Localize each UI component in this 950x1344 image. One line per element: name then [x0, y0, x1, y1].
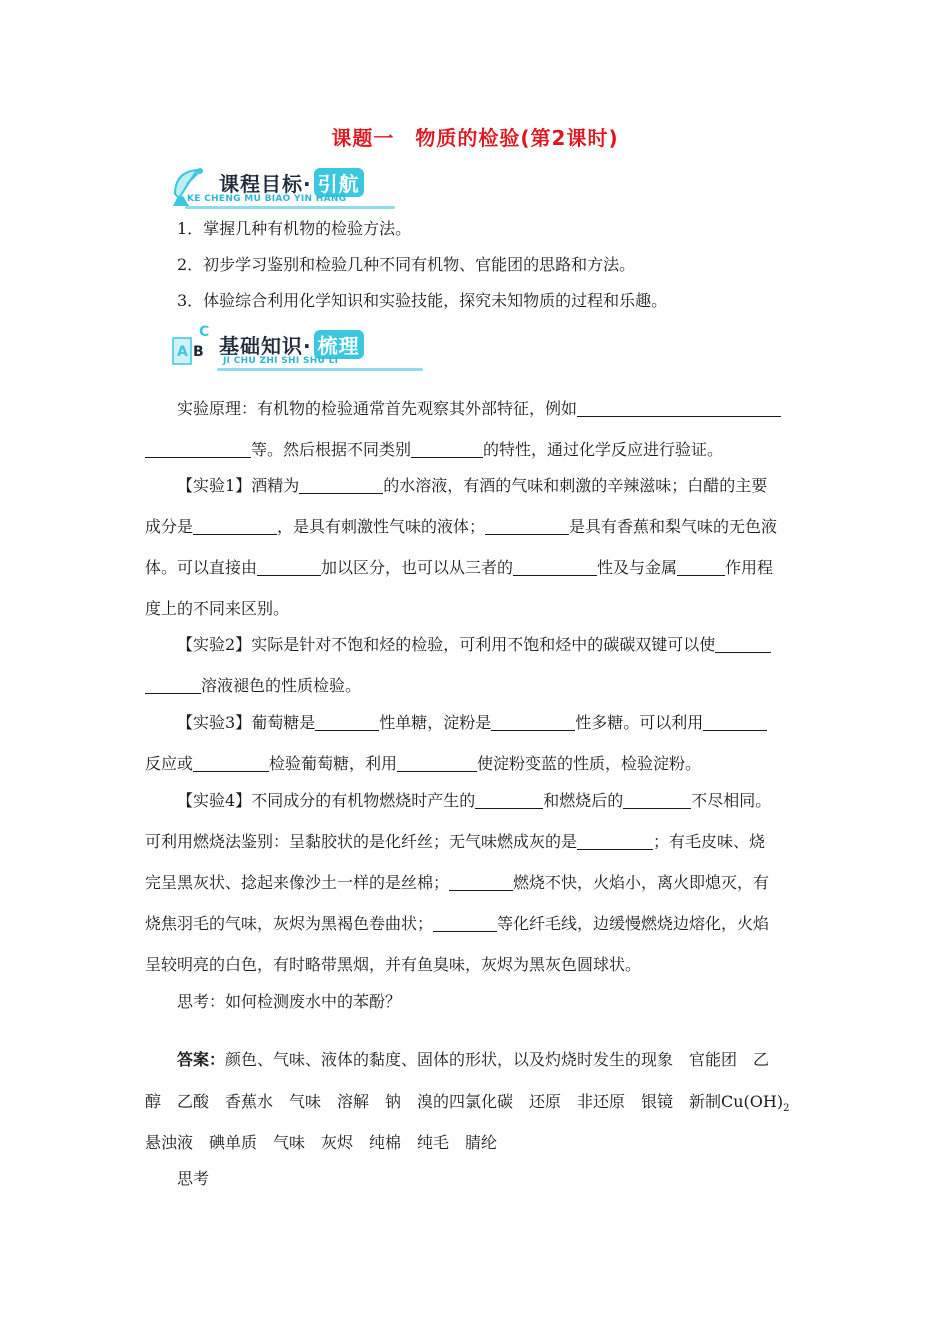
experiment-4-line: 完呈黑灰状、捻起来像沙土一样的是丝棉； 燃烧不快，火焰小，离火即熄灭，有 [145, 873, 770, 892]
principle-line: 实验原理：有机物的检验通常首先观察其外部特征，例如 [177, 388, 805, 429]
experiment-1-line: 体。可以直接由 加以区分，也可以从三者的 性及与金属 作用程 [145, 558, 774, 577]
banner-highlight: 引航 [314, 168, 364, 197]
experiment-3-line: 反应或 检验葡萄糖，利用 使淀粉变蓝的性质，检验淀粉。 [145, 754, 702, 773]
experiment-4-line: 呈较明亮的白色，有时略带黑烟，并有鱼臭味，灰烬为黑灰色圆球状。 [145, 955, 642, 974]
fill-blank[interactable] [677, 557, 725, 576]
goal-item: 1．掌握几种有机物的检验方法。 [177, 219, 412, 238]
fill-blank[interactable] [411, 439, 483, 458]
block-letter-b: B [193, 344, 204, 360]
fill-blank[interactable] [433, 913, 497, 932]
answer-line: 醇 乙酸 香蕉水 气味 溶解 钠 溴的四氯化碳 还原 非还原 银镜 新制$Cu(OH)_2$ [145, 1092, 790, 1115]
fill-blank[interactable] [145, 675, 201, 694]
fill-blank[interactable] [577, 398, 781, 417]
course-goals-banner [175, 164, 415, 212]
principle-line: 等。然后根据不同类别 的特性，通过化学反应进行验证。 [145, 429, 805, 470]
fill-blank[interactable] [257, 557, 321, 576]
fill-blank[interactable] [485, 516, 569, 535]
experiment-3-line: 【实验3】葡萄糖是 性单糖，淀粉是 性多糖。可以利用 [177, 702, 805, 743]
fill-blank[interactable] [449, 872, 513, 891]
banner-title: 基础知识· 梳理 [219, 330, 364, 359]
fill-blank[interactable] [193, 753, 269, 772]
fill-blank[interactable] [623, 790, 691, 809]
fill-blank[interactable] [299, 475, 383, 494]
fill-blank[interactable] [491, 712, 575, 731]
banner-pinyin: JI CHU ZHI SHI SHU LI [223, 356, 339, 366]
experiment-1-line: 度上的不同来区别。 [145, 599, 290, 618]
goal-item: 2．初步学习鉴别和检验几种不同有机物、官能团的思路和方法。 [177, 255, 636, 274]
block-letter-a: A [177, 344, 188, 360]
experiment-1-line: 成分是 ，是具有刺激性气味的液体； 是具有香蕉和梨气味的无色液 [145, 517, 778, 536]
experiment-2-line: 溶液褪色的性质检验。 [145, 665, 805, 706]
fill-blank[interactable] [475, 790, 543, 809]
banner-pinyin: KE CHENG MU BIAO YIN HANG [187, 194, 347, 204]
goal-item: 3．体验综合利用化学知识和实验技能，探究未知物质的过程和乐趣。 [177, 291, 668, 310]
answer-line: 答案：颜色、气味、液体的黏度、固体的形状，以及灼烧时发生的现象 官能团 乙 [177, 1050, 770, 1069]
fill-blank[interactable] [397, 753, 477, 772]
experiment-1-line: 【实验1】酒精为 的水溶液，有酒的气味和刺激的辛辣滋味；白醋的主要 [177, 476, 768, 495]
experiment-4-line: 可利用燃烧法鉴别：呈黏胶状的是化纤丝；无气味燃成灰的是 ；有毛皮味、烧 [145, 832, 766, 851]
experiment-4-line: 【实验4】不同成分的有机物燃烧时产生的 和燃烧后的 不尽相同。 [177, 791, 772, 810]
banner-underline [217, 368, 423, 371]
fill-blank[interactable] [703, 712, 767, 731]
fill-blank[interactable] [577, 831, 653, 850]
basic-knowledge-banner [175, 326, 415, 374]
fill-blank[interactable] [145, 439, 251, 458]
experiment-2-line: 【实验2】实际是针对不饱和烃的检验，可利用不饱和烃中的碳碳双键可以使 [177, 624, 805, 665]
think-question: 思考：如何检测废水中的苯酚？ [177, 992, 402, 1011]
answer-think: 思考 [177, 1169, 210, 1188]
banner-title: 课程目标· 引航 [219, 168, 364, 197]
page-title: 课题一 物质的检验(第2课时) [331, 126, 619, 150]
fill-blank[interactable] [513, 557, 597, 576]
fill-blank[interactable] [193, 516, 277, 535]
experiment-4-line: 烧焦羽毛的气味，灰烬为黑褐色卷曲状； 等化纤毛线，边缓慢燃烧边熔化，火焰 [145, 914, 770, 933]
abc-blocks-icon [171, 322, 221, 372]
banner-highlight: 梳理 [314, 330, 364, 359]
fill-blank[interactable] [315, 712, 379, 731]
answer-label: 答案： [177, 1050, 226, 1069]
answer-line: 悬浊液 碘单质 气味 灰烬 纯棉 纯毛 腈纶 [145, 1133, 498, 1152]
fill-blank[interactable] [715, 634, 771, 653]
block-letter-c: C [199, 324, 210, 340]
